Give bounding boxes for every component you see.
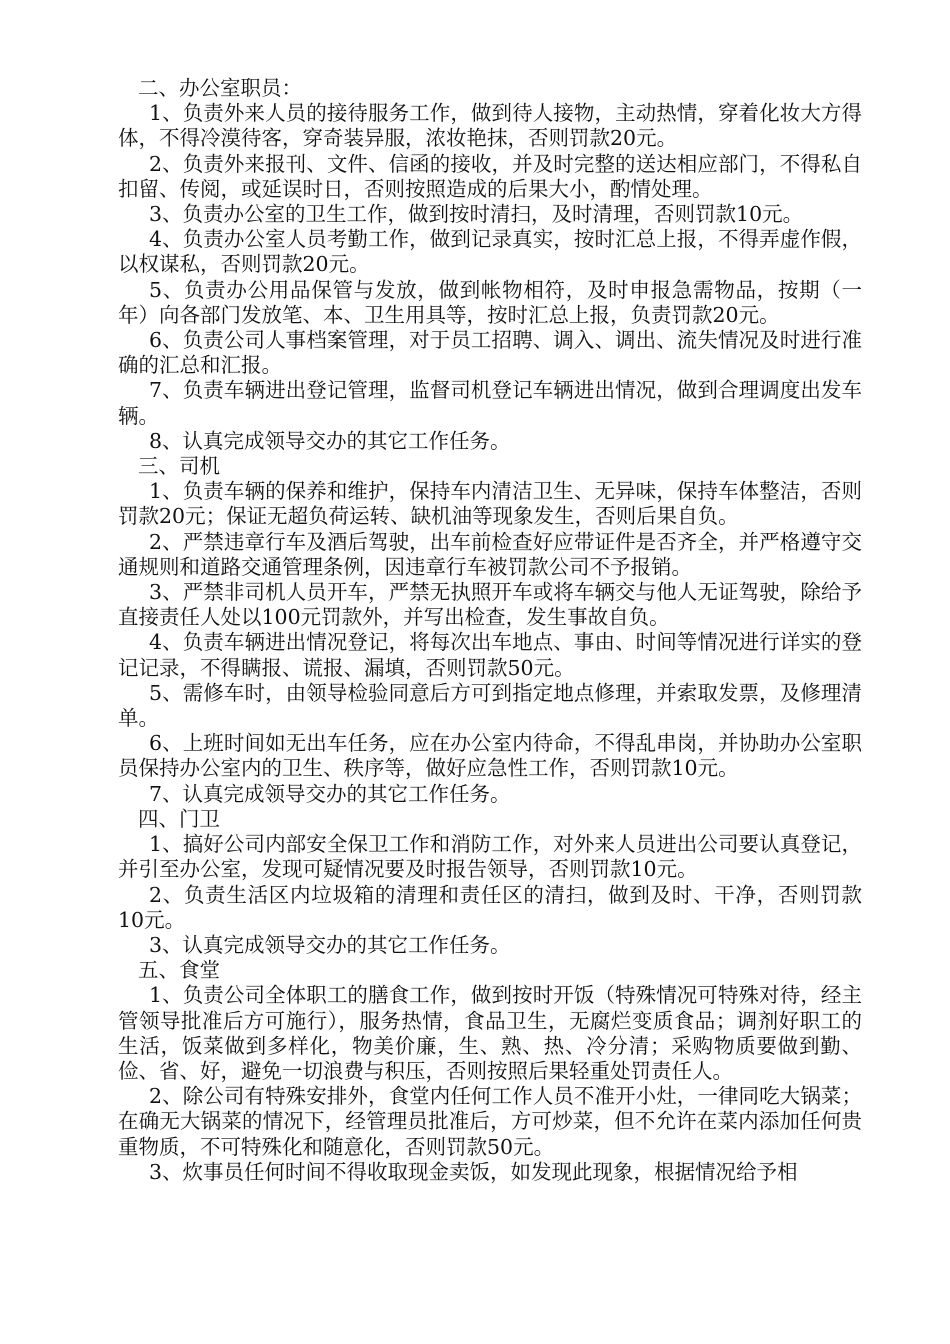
office-staff-item-8: 8、认真完成领导交办的其它工作任务。 — [149, 428, 511, 453]
driver-item-7: 7、认真完成领导交办的其它工作任务。 — [149, 781, 511, 806]
section-heading-office-staff: 二、办公室职员： — [138, 76, 302, 100]
canteen-item-2: 2、除公司有特殊安排外，食堂内任何工作人员不准开小灶，一律同吃大锅菜；在确无大锅菜的情况下，经管理员批准后，方可炒菜，但不允许在菜内添加任何贵重物质，不可特殊化和随意化，否则罚款50元。 — [118, 1084, 862, 1159]
section-heading-canteen: 五、食堂 — [138, 958, 220, 983]
office-staff-item-1: 1、负责外来人员的接待服务工作，做到待人接物，主动热情，穿着化妆大方得体，不得冷漠待客，穿奇装异服，浓妆艳抹，否则罚款20元。 — [118, 101, 862, 151]
driver-item-6: 6、上班时间如无出车任务，应在办公室内待命，不得乱串岗，并协助办公室职员保持办公室内的卫生、秩序等，做好应急性工作，否则罚款10元。 — [118, 731, 862, 781]
office-staff-item-6: 6、负责公司人事档案管理，对于员工招聘、调入、调出、流失情况及时进行准确的汇总和汇报。 — [118, 328, 862, 378]
section-heading-driver: 三、司机 — [138, 454, 220, 479]
guard-item-3: 3、认真完成领导交办的其它工作任务。 — [149, 932, 511, 957]
guard-item-1: 1、搞好公司内部安全保卫工作和消防工作，对外来人员进出公司要认真登记，并引至办公室，发现可疑情况要及时报告领导，否则罚款10元。 — [118, 832, 862, 882]
driver-item-3: 3、严禁非司机人员开车，严禁无执照开车或将车辆交与他人无证驾驶，除给予直接责任人处以100元罚款外，并写出检查，发生事故自负。 — [118, 580, 862, 630]
driver-item-2: 2、严禁违章行车及酒后驾驶，出车前检查好应带证件是否齐全，并严格遵守交通规则和道路交通管理条例，因违章行车被罚款公司不予报销。 — [118, 529, 862, 579]
document-page — [118, 76, 862, 1185]
section-heading-guard: 四、门卫 — [138, 806, 220, 831]
office-staff-item-4: 4、负责办公室人员考勤工作，做到记录真实，按时汇总上报，不得弄虚作假，以权谋私，否则罚款20元。 — [118, 227, 862, 277]
canteen-item-1: 1、负责公司全体职工的膳食工作，做到按时开饭（特殊情况可特殊对待，经主管领导批准后方可施行），服务热情，食品卫生，无腐烂变质食品；调剂好职工的生活，饭菜做到多样化，物美价廉，生、熟、热、冷分清；采购物质要做到勤、俭、省、好，避免一切浪费与积压，否则按照后果轻重处罚责任人。 — [118, 983, 862, 1083]
office-staff-item-3: 3、负责办公室的卫生工作，做到按时清扫，及时清理，否则罚款10元。 — [149, 202, 804, 227]
canteen-item-3: 3、炊事员任何时间不得收取现金卖饭，如发现此现象，根据情况给予相 — [149, 1159, 798, 1184]
guard-item-2: 2、负责生活区内垃圾箱的清理和责任区的清扫，做到及时、干净，否则罚款10元。 — [118, 882, 862, 932]
driver-item-4: 4、负责车辆进出情况登记，将每次出车地点、事由、时间等情况进行详实的登记记录，不得瞒报、谎报、漏填，否则罚款50元。 — [118, 630, 862, 680]
office-staff-item-5: 5、负责办公用品保管与发放，做到帐物相符，及时申报急需物品，按期（一年）向各部门发放笔、本、卫生用具等，按时汇总上报，负责罚款20元。 — [118, 277, 862, 327]
driver-item-1: 1、负责车辆的保养和维护，保持车内清洁卫生、无异味，保持车体整洁，否则罚款20元；保证无超负荷运转、缺机油等现象发生，否则后果自负。 — [118, 479, 862, 529]
driver-item-5: 5、需修车时，由领导检验同意后方可到指定地点修理，并索取发票，及修理清单。 — [118, 680, 862, 731]
office-staff-item-2: 2、负责外来报刊、文件、信函的接收，并及时完整的送达相应部门，不得私自扣留、传阅，或延误时日，否则按照造成的后果大小，酌情处理。 — [118, 151, 862, 201]
office-staff-item-7: 7、负责车辆进出登记管理，监督司机登记车辆进出情况，做到合理调度出发车辆。 — [118, 378, 862, 428]
